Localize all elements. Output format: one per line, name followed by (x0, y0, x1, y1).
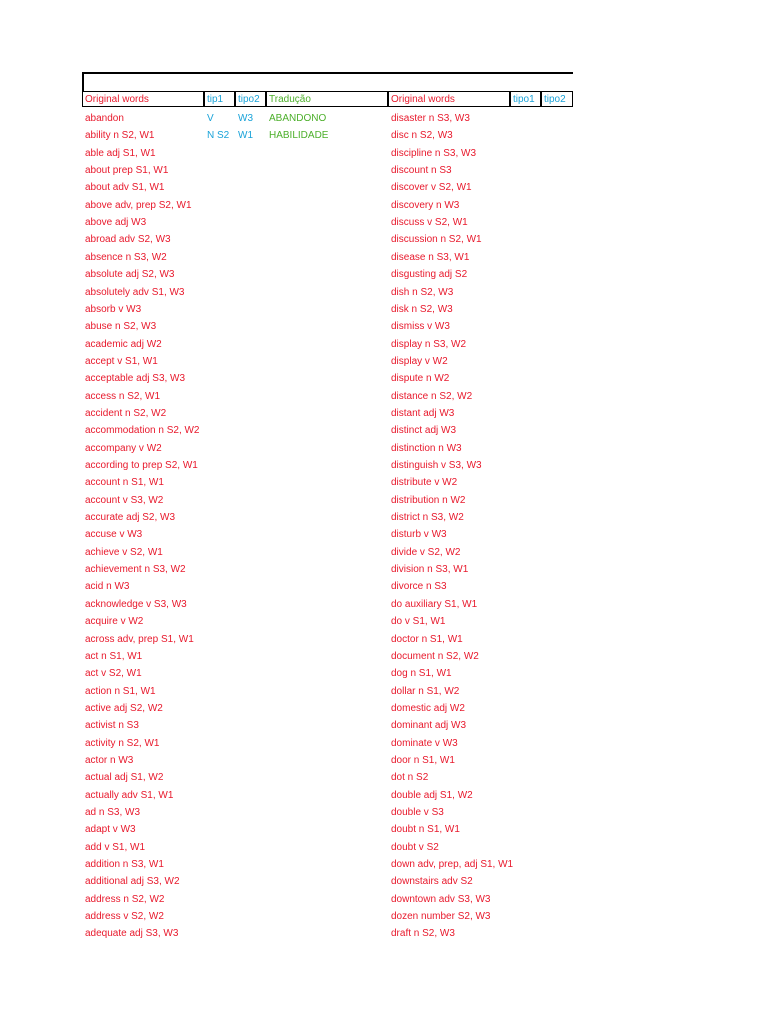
cell-word-right[interactable]: distribute v W2 (391, 477, 458, 489)
cell-word-right[interactable]: distant adj W3 (391, 407, 455, 419)
table-row (82, 910, 573, 927)
cell-word-right[interactable]: divorce n S3 (391, 581, 447, 593)
table-row (82, 442, 573, 459)
table-row (82, 303, 573, 320)
cell-word-right[interactable]: discovery n W3 (391, 199, 460, 211)
table-row (82, 667, 573, 684)
cell-word[interactable]: abroad adv S2, W3 (85, 234, 171, 246)
cell-word-right[interactable]: disaster n S3, W3 (391, 113, 470, 124)
table-row (82, 216, 573, 233)
cell-word-right[interactable]: discipline n S3, W3 (391, 147, 477, 159)
table-row (82, 650, 573, 667)
cell-word[interactable]: according to prep S2, W1 (85, 460, 198, 471)
table-row (82, 737, 573, 754)
table-row (82, 580, 573, 597)
cell-traducao[interactable]: ABANDONO (269, 113, 327, 124)
header-tip1[interactable]: tip1 (204, 91, 235, 107)
table-row (82, 129, 573, 146)
header-original-words[interactable]: Original words (82, 91, 204, 107)
cell-word[interactable]: above adv, prep S2, W1 (85, 199, 192, 211)
cell-word[interactable]: accident n S2, W2 (85, 407, 167, 419)
table-row (82, 789, 573, 806)
cell-word-right[interactable]: distinction n W3 (391, 442, 462, 454)
cell-word-right[interactable]: discount n S3 (391, 165, 452, 177)
cell-word[interactable]: absolutely adv S1, W3 (85, 286, 185, 298)
cell-word-right[interactable]: disk n S2, W3 (391, 303, 453, 315)
cell-word[interactable]: act n S1, W1 (85, 650, 143, 662)
cell-word-right[interactable]: dominate v W3 (391, 737, 458, 749)
table-row (82, 511, 573, 528)
cell-word-right[interactable]: distribution n W2 (391, 494, 466, 506)
cell-word-right[interactable]: discussion n S2, W1 (391, 234, 482, 246)
header-tipo2[interactable]: tipo2 (235, 91, 266, 107)
cell-word[interactable]: above adj W3 (85, 217, 147, 229)
table-row (82, 528, 573, 545)
table-row (82, 806, 573, 823)
cell-word-right[interactable]: doubt n S1, W1 (391, 824, 460, 836)
table-row (82, 372, 573, 389)
cell-word[interactable]: abuse n S2, W3 (85, 321, 157, 333)
cell-word[interactable]: achieve v S2, W1 (85, 546, 163, 558)
table-row (82, 355, 573, 372)
table-row (82, 858, 573, 875)
cell-word[interactable]: across adv, prep S1, W1 (85, 633, 194, 645)
cell-word-right[interactable]: divide v S2, W2 (391, 546, 461, 558)
cell-word[interactable]: achievement n S3, W2 (85, 564, 186, 576)
cell-word[interactable]: ad n S3, W3 (85, 807, 141, 818)
cell-word-right[interactable]: dot n S2 (391, 772, 429, 784)
table-row (82, 875, 573, 892)
table-row (82, 164, 573, 181)
header-tipo1-right[interactable]: tipo1 (510, 91, 541, 107)
cell-word[interactable]: acknowledge v S3, W3 (85, 598, 187, 610)
cell-word-right[interactable]: dish n S2, W3 (391, 286, 454, 298)
table-row (82, 181, 573, 198)
table-row (82, 563, 573, 580)
cell-word[interactable]: account n S1, W1 (85, 477, 164, 489)
cell-word-right[interactable]: disease n S3, W1 (391, 251, 470, 263)
table-row (82, 754, 573, 771)
cell-word-right[interactable]: display v W2 (391, 355, 448, 367)
cell-word-right[interactable]: disgusting adj S2 (391, 269, 468, 281)
cell-word[interactable]: activity n S2, W1 (85, 737, 160, 749)
cell-word-right[interactable]: discuss v S2, W1 (391, 217, 468, 229)
cell-word-right[interactable]: distinguish v S3, W3 (391, 460, 482, 471)
cell-word-right[interactable]: doubt v S2 (391, 841, 439, 853)
cell-traducao[interactable]: HABILIDADE (269, 130, 329, 142)
table-row (82, 390, 573, 407)
cell-word[interactable]: absorb v W3 (85, 303, 142, 315)
table-row (82, 823, 573, 840)
cell-word[interactable]: accuse v W3 (85, 529, 143, 541)
cell-word-right[interactable]: do auxiliary S1, W1 (391, 598, 478, 610)
cell-word[interactable]: acquire v W2 (85, 616, 144, 628)
cell-word[interactable]: ability n S2, W1 (85, 130, 155, 142)
cell-word-right[interactable]: document n S2, W2 (391, 650, 479, 662)
cell-word-right[interactable]: downtown adv S3, W3 (391, 893, 491, 905)
cell-word[interactable]: active adj S2, W2 (85, 702, 163, 714)
table-row (82, 927, 573, 944)
cell-word[interactable]: activist n S3 (85, 720, 139, 732)
cell-word[interactable]: address v S2, W2 (85, 911, 164, 923)
table-row (82, 147, 573, 164)
table-row (82, 286, 573, 303)
header-tipo2-right[interactable]: tipo2 (541, 91, 573, 107)
table-row (82, 685, 573, 702)
table-row (82, 407, 573, 424)
table-row (82, 251, 573, 268)
left-border (82, 72, 84, 92)
cell-word[interactable]: account v S3, W2 (85, 494, 164, 506)
cell-word-right[interactable]: display n S3, W2 (391, 338, 467, 350)
cell-word[interactable]: addition n S3, W1 (85, 859, 164, 871)
header-row (82, 91, 573, 108)
table-row (82, 476, 573, 493)
cell-word[interactable]: adequate adj S3, W3 (85, 928, 179, 940)
cell-word-right[interactable]: discover v S2, W1 (391, 182, 472, 194)
cell-word-right[interactable]: dispute n W2 (391, 373, 450, 385)
cell-word[interactable]: adapt v W3 (85, 824, 136, 836)
cell-word-right[interactable]: down adv, prep, adj S1, W1 (391, 859, 514, 871)
cell-word[interactable]: about prep S1, W1 (85, 165, 169, 177)
cell-word-right[interactable]: distinct adj W3 (391, 425, 457, 437)
cell-word[interactable]: access n S2, W1 (85, 390, 161, 402)
table-row (82, 233, 573, 250)
cell-word[interactable]: acceptable adj S3, W3 (85, 373, 186, 385)
cell-word-right[interactable]: doctor n S1, W1 (391, 633, 463, 645)
cell-word[interactable]: about adv S1, W1 (85, 182, 165, 194)
cell-word[interactable]: act v S2, W1 (85, 668, 142, 680)
table-row (82, 719, 573, 736)
cell-word[interactable]: accompany v W2 (85, 442, 162, 454)
cell-word-right[interactable]: disc n S2, W3 (391, 130, 453, 142)
table-row (82, 338, 573, 355)
cell-word-right[interactable]: disturb v W3 (391, 529, 447, 541)
cell-word[interactable]: abandon (85, 113, 124, 124)
table-row (82, 424, 573, 441)
header-traducao[interactable]: Tradução (266, 91, 388, 107)
cell-word-right[interactable]: door n S1, W1 (391, 754, 455, 766)
cell-word-right[interactable]: draft n S2, W3 (391, 928, 455, 940)
cell-word[interactable]: actually adv S1, W1 (85, 789, 174, 801)
cell-word[interactable]: acid n W3 (85, 581, 130, 593)
cell-word[interactable]: academic adj W2 (85, 338, 162, 350)
table-row (82, 320, 573, 337)
cell-word-right[interactable]: dozen number S2, W3 (391, 911, 491, 923)
table-row (82, 268, 573, 285)
table-row (82, 494, 573, 511)
table-row (82, 199, 573, 216)
cell-word[interactable]: accommodation n S2, W2 (85, 425, 200, 437)
cell-word[interactable]: accept v S1, W1 (85, 355, 158, 367)
cell-tipo2[interactable]: W1 (238, 130, 253, 142)
cell-word-right[interactable]: downstairs adv S2 (391, 876, 473, 888)
cell-word-right[interactable]: distance n S2, W2 (391, 390, 473, 402)
cell-word-right[interactable]: double v S3 (391, 807, 444, 818)
cell-word-right[interactable]: dollar n S1, W2 (391, 685, 460, 697)
top-border (82, 72, 573, 74)
table-row (82, 459, 573, 476)
cell-word[interactable]: add v S1, W1 (85, 841, 146, 853)
cell-word-right[interactable]: dismiss v W3 (391, 321, 450, 333)
cell-word-right[interactable]: dominant adj W3 (391, 720, 467, 732)
table-row (82, 702, 573, 719)
cell-word[interactable]: address n S2, W2 (85, 893, 165, 905)
cell-tipo1[interactable]: V (207, 113, 214, 124)
cell-word[interactable]: accurate adj S2, W3 (85, 512, 176, 524)
cell-word-right[interactable]: do v S1, W1 (391, 616, 446, 628)
table-row (82, 841, 573, 858)
table-row (82, 598, 573, 615)
cell-tipo1[interactable]: N S2 (207, 130, 230, 142)
table-row (82, 546, 573, 563)
cell-word[interactable]: actual adj S1, W2 (85, 772, 164, 784)
cell-word[interactable]: additional adj S3, W2 (85, 876, 180, 888)
cell-word[interactable]: actor n W3 (85, 754, 134, 766)
table-row (82, 112, 573, 129)
cell-word[interactable]: able adj S1, W1 (85, 147, 156, 159)
cell-word-right[interactable]: district n S3, W2 (391, 512, 464, 524)
header-original-words-right[interactable]: Original words (388, 91, 510, 107)
table-row (82, 893, 573, 910)
table-row (82, 615, 573, 632)
cell-word[interactable]: absence n S3, W2 (85, 251, 167, 263)
cell-word-right[interactable]: dog n S1, W1 (391, 668, 452, 680)
cell-word-right[interactable]: domestic adj W2 (391, 702, 465, 714)
cell-word[interactable]: absolute adj S2, W3 (85, 269, 175, 281)
cell-word-right[interactable]: double adj S1, W2 (391, 789, 473, 801)
table-row (82, 633, 573, 650)
cell-word-right[interactable]: division n S3, W1 (391, 564, 469, 576)
cell-tipo2[interactable]: W3 (238, 113, 253, 124)
table-row (82, 771, 573, 788)
cell-word[interactable]: action n S1, W1 (85, 685, 156, 697)
